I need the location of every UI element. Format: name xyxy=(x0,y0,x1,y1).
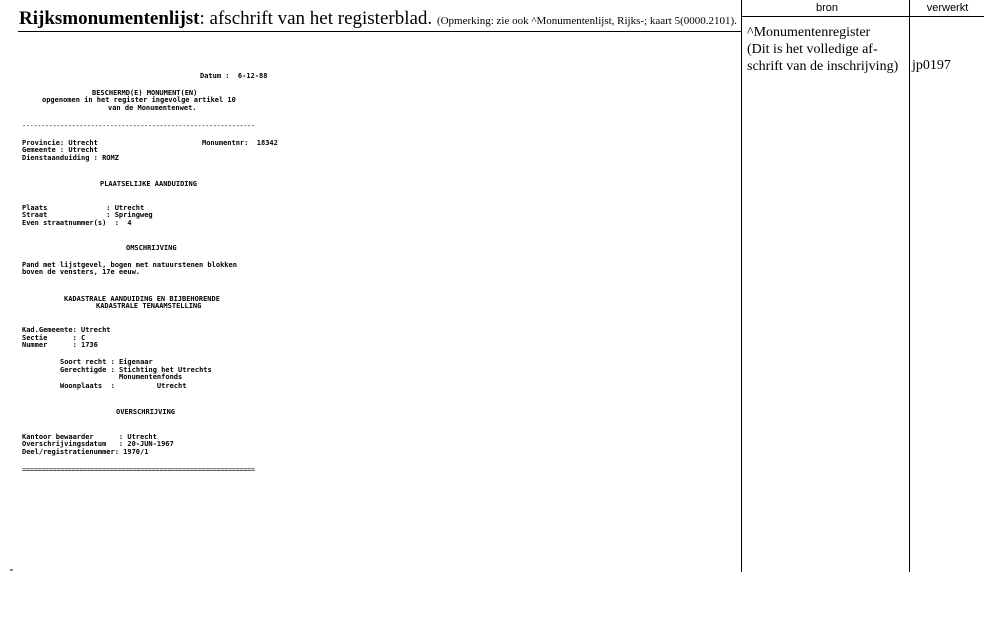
doc-section-omschrijving: OMSCHRIJVING xyxy=(126,244,177,252)
verwerkt-column-divider xyxy=(909,0,910,572)
doc-kad-gemeente: Kad.Gemeente: Utrecht xyxy=(22,326,111,334)
doc-kantoor: Kantoor bewaarder : Utrecht xyxy=(22,433,157,441)
bron-column-divider xyxy=(741,0,742,572)
doc-section-kadaster-2: KADASTRALE TENAAMSTELLING xyxy=(96,302,202,310)
verwerkt-text: jp0197 xyxy=(912,58,951,73)
bron-text: ^Monumentenregister (Dit is het volledige af- schrift van de inschrijving) xyxy=(747,25,899,74)
doc-provincie: Provincie: Utrecht xyxy=(22,139,98,147)
doc-woonplaats: Woonplaats : Utrecht xyxy=(60,382,187,390)
doc-even: Even straatnummer(s) : 4 xyxy=(22,219,132,227)
doc-heading-2: opgenomen in het register ingevolge artikel 10 xyxy=(42,96,236,104)
header-rule xyxy=(741,16,984,17)
title-bold: Rijksmonumentenlijst xyxy=(19,8,200,29)
doc-sectie: Sectie : C xyxy=(22,334,86,342)
title-note: (Opmerking: zie ook ^Monumentenlijst, Rijks-; kaart 5(0000.2101). xyxy=(436,15,737,27)
doc-dash-separator: ------------------------------------------------------------- xyxy=(22,122,255,130)
doc-section-kadaster-1: KADASTRALE AANDUIDING EN BIJBEHORENDE xyxy=(64,295,220,303)
doc-gerechtigde-2: Monumentenfonds xyxy=(60,373,183,381)
doc-dienst: Dienstaanduiding : ROMZ xyxy=(22,154,119,162)
doc-heading-3: van de Monumentenwet. xyxy=(108,104,197,112)
doc-omschrijving-1: Pand met lijstgevel, bogen met natuurstenen blokken xyxy=(22,261,237,269)
doc-soort-recht: Soort recht : Eigenaar xyxy=(60,358,153,366)
title-underline xyxy=(18,31,741,32)
doc-omschrijving-2: boven de vensters, 17e eeuw. xyxy=(22,268,141,276)
doc-overschrijvingsdatum: Overschrijvingsdatum : 20-JUN-1967 xyxy=(22,440,174,448)
doc-plaats: Plaats : Utrecht xyxy=(22,204,145,212)
bron-column-header: bron xyxy=(815,2,839,14)
doc-gerechtigde-1: Gerechtigde : Stichting het Utrechts xyxy=(60,366,212,374)
doc-section-plaats: PLAATSELIJKE AANDUIDING xyxy=(100,180,197,188)
doc-monumentnr: Monumentnr: 18342 xyxy=(202,139,278,147)
stray-mark: - xyxy=(9,565,14,574)
card-title xyxy=(19,8,737,30)
doc-straat: Straat : Springweg xyxy=(22,211,153,219)
verwerkt-column-header: verwerkt xyxy=(926,2,969,14)
doc-gemeente: Gemeente : Utrecht xyxy=(22,146,98,154)
doc-heading-1: BESCHERMD(E) MONUMENT(EN) xyxy=(92,89,198,97)
doc-section-overschrijving: OVERSCHRIJVING xyxy=(116,408,176,416)
doc-equals-separator: ============================================================= xyxy=(22,466,255,474)
doc-datum: Datum : 6-12-88 xyxy=(200,72,268,80)
doc-deel: Deel/registratienummer: 1970/1 xyxy=(22,448,149,456)
doc-nummer: Nummer : 1736 xyxy=(22,341,98,349)
title-rest: : afschrift van het registerblad. xyxy=(199,8,433,29)
